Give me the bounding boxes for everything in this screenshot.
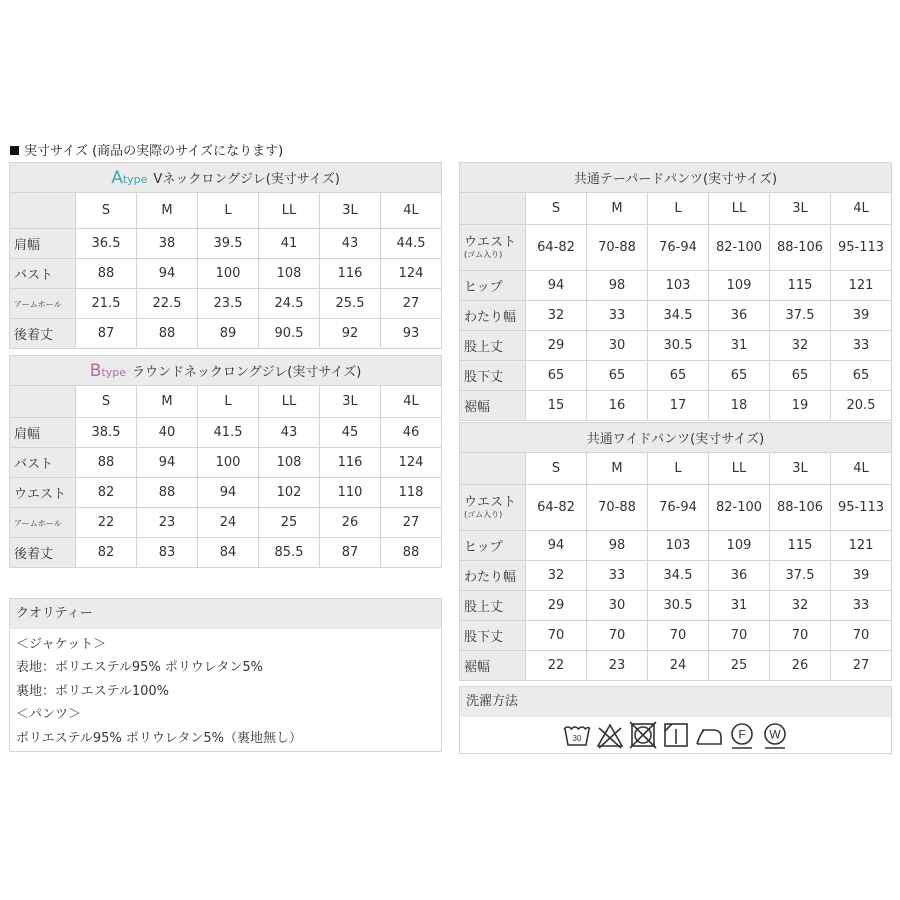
tableC-size-table — [459, 162, 892, 421]
section-heading — [10, 140, 283, 159]
quality-line: 表地：ポリエステル95% ポリウレタン5% — [16, 660, 263, 676]
table-row — [460, 301, 892, 331]
value-cell: 23 — [137, 508, 198, 538]
row-label: ヒップ — [460, 271, 526, 301]
row-label: わたり幅 — [460, 561, 526, 591]
value-cell: 25 — [709, 651, 770, 681]
row-label: わたり幅 — [460, 301, 526, 331]
row-label: 股下丈 — [460, 361, 526, 391]
row-label: 股上丈 — [460, 591, 526, 621]
value-cell: 65 — [770, 361, 831, 391]
value-cell: 82 — [76, 478, 137, 508]
value-cell: 84 — [198, 538, 259, 568]
tableA-title-text: Vネックロングジレ(実寸サイズ) — [153, 171, 340, 187]
value-cell: 38.5 — [76, 418, 137, 448]
value-cell: 100 — [198, 448, 259, 478]
value-cell: 65 — [648, 361, 709, 391]
svg-text:F: F — [737, 727, 746, 742]
value-cell: 87 — [76, 319, 137, 349]
care-title: 洗濯方法 — [460, 687, 891, 717]
row-label: ヒップ — [460, 531, 526, 561]
value-cell: 22 — [526, 651, 587, 681]
size-header: M — [587, 193, 648, 225]
value-cell: 30 — [587, 331, 648, 361]
size-header: 3L — [320, 386, 381, 418]
table-row — [10, 508, 442, 538]
value-cell: 33 — [587, 301, 648, 331]
row-label: ウエスト (ゴム入り) — [460, 485, 526, 531]
tableB-title — [10, 356, 442, 386]
value-cell: 38 — [137, 229, 198, 259]
value-cell: 88-106 — [770, 485, 831, 531]
size-header: L — [198, 193, 259, 229]
tableC-title — [460, 163, 892, 193]
value-cell: 22 — [76, 508, 137, 538]
value-cell: 70 — [770, 621, 831, 651]
dry-clean-f-icon — [727, 720, 757, 750]
row-label: 股上丈 — [460, 331, 526, 361]
svg-text:W: W — [768, 727, 781, 742]
quality-body — [10, 629, 441, 754]
value-cell: 88-106 — [770, 225, 831, 271]
value-cell: 34.5 — [648, 301, 709, 331]
value-cell: 76-94 — [648, 225, 709, 271]
table-row — [460, 271, 892, 301]
value-cell: 88 — [137, 319, 198, 349]
value-cell: 39.5 — [198, 229, 259, 259]
value-cell: 108 — [259, 259, 320, 289]
table-row — [10, 289, 442, 319]
svg-text:30: 30 — [572, 734, 581, 743]
value-cell: 30.5 — [648, 591, 709, 621]
value-cell: 26 — [770, 651, 831, 681]
row-label: バスト — [10, 448, 76, 478]
value-cell: 27 — [381, 289, 442, 319]
size-header: M — [137, 193, 198, 229]
size-header: LL — [709, 193, 770, 225]
value-cell: 70 — [648, 621, 709, 651]
value-cell: 22.5 — [137, 289, 198, 319]
value-cell: 30 — [587, 591, 648, 621]
table-row — [460, 391, 892, 421]
value-cell: 36 — [709, 301, 770, 331]
wet-clean-w-icon — [760, 720, 790, 750]
value-cell: 109 — [709, 531, 770, 561]
square-bullet-icon — [10, 146, 19, 155]
value-cell: 83 — [137, 538, 198, 568]
row-label: アームホール — [10, 289, 76, 319]
row-label: 肩幅 — [10, 229, 76, 259]
value-cell: 37.5 — [770, 301, 831, 331]
value-cell: 85.5 — [259, 538, 320, 568]
value-cell: 98 — [587, 271, 648, 301]
size-header: 4L — [831, 453, 892, 485]
table-row — [460, 331, 892, 361]
value-cell: 32 — [526, 561, 587, 591]
value-cell: 41 — [259, 229, 320, 259]
value-cell: 24.5 — [259, 289, 320, 319]
corner-cell — [460, 193, 526, 225]
value-cell: 64-82 — [526, 225, 587, 271]
value-cell: 70-88 — [587, 485, 648, 531]
value-cell: 89 — [198, 319, 259, 349]
value-cell: 103 — [648, 271, 709, 301]
value-cell: 39 — [831, 301, 892, 331]
value-cell: 70-88 — [587, 225, 648, 271]
value-cell: 46 — [381, 418, 442, 448]
tableA-title — [10, 163, 442, 193]
value-cell: 108 — [259, 448, 320, 478]
quality-line: ＜パンツ＞ — [16, 707, 82, 723]
value-cell: 27 — [381, 508, 442, 538]
value-cell: 87 — [320, 538, 381, 568]
row-label: 裾幅 — [460, 391, 526, 421]
size-header: 4L — [381, 193, 442, 229]
value-cell: 27 — [831, 651, 892, 681]
tableB-type-label: type — [101, 365, 126, 379]
size-header: 4L — [381, 386, 442, 418]
size-header: L — [198, 386, 259, 418]
row-label: ウエスト — [10, 478, 76, 508]
value-cell: 116 — [320, 448, 381, 478]
corner-cell — [10, 386, 76, 418]
table-row — [460, 531, 892, 561]
table-row — [460, 225, 892, 271]
table-row — [10, 418, 442, 448]
value-cell: 88 — [76, 259, 137, 289]
line-dry-shade-icon — [661, 720, 691, 750]
value-cell: 94 — [526, 271, 587, 301]
table-row — [460, 561, 892, 591]
value-cell: 95-113 — [831, 485, 892, 531]
value-cell: 31 — [709, 331, 770, 361]
table-row — [460, 591, 892, 621]
value-cell: 92 — [320, 319, 381, 349]
size-header: L — [648, 193, 709, 225]
row-label: 後着丈 — [10, 319, 76, 349]
table-row — [10, 478, 442, 508]
value-cell: 45 — [320, 418, 381, 448]
value-cell: 32 — [526, 301, 587, 331]
value-cell: 124 — [381, 259, 442, 289]
quality-box — [9, 598, 442, 752]
value-cell: 93 — [381, 319, 442, 349]
table-row — [460, 485, 892, 531]
value-cell: 65 — [831, 361, 892, 391]
value-cell: 90.5 — [259, 319, 320, 349]
quality-line: 裏地：ポリエステル100% — [16, 683, 169, 699]
value-cell: 18 — [709, 391, 770, 421]
value-cell: 25 — [259, 508, 320, 538]
value-cell: 33 — [831, 331, 892, 361]
care-box — [459, 686, 892, 754]
value-cell: 20.5 — [831, 391, 892, 421]
size-header: 3L — [320, 193, 381, 229]
row-label: 裾幅 — [460, 651, 526, 681]
value-cell: 43 — [320, 229, 381, 259]
value-cell: 70 — [709, 621, 770, 651]
value-cell: 32 — [770, 331, 831, 361]
value-cell: 25.5 — [320, 289, 381, 319]
row-label: アームホール — [10, 508, 76, 538]
row-label: バスト — [10, 259, 76, 289]
value-cell: 94 — [137, 259, 198, 289]
value-cell: 65 — [709, 361, 770, 391]
tableD-title — [460, 423, 892, 453]
value-cell: 82-100 — [709, 485, 770, 531]
table-row — [10, 538, 442, 568]
value-cell: 36 — [709, 561, 770, 591]
table-row — [460, 621, 892, 651]
value-cell: 30.5 — [648, 331, 709, 361]
size-header: 4L — [831, 193, 892, 225]
value-cell: 21.5 — [76, 289, 137, 319]
size-header: M — [137, 386, 198, 418]
value-cell: 64-82 — [526, 485, 587, 531]
value-cell: 23.5 — [198, 289, 259, 319]
value-cell: 32 — [770, 591, 831, 621]
value-cell: 88 — [137, 478, 198, 508]
table-row — [460, 651, 892, 681]
no-bleach-icon — [595, 720, 625, 750]
size-header: LL — [259, 193, 320, 229]
care-icons — [460, 717, 891, 753]
no-tumble-dry-icon — [628, 720, 658, 750]
value-cell: 33 — [587, 561, 648, 591]
value-cell: 109 — [709, 271, 770, 301]
value-cell: 31 — [709, 591, 770, 621]
size-header: L — [648, 453, 709, 485]
value-cell: 23 — [587, 651, 648, 681]
value-cell: 76-94 — [648, 485, 709, 531]
value-cell: 121 — [831, 531, 892, 561]
row-label: ウエスト (ゴム入り) — [460, 225, 526, 271]
quality-line: ポリエステル95% ポリウレタン5%（裏地無し） — [16, 730, 302, 746]
value-cell: 17 — [648, 391, 709, 421]
value-cell: 88 — [76, 448, 137, 478]
tableC-title-text: 共通テーパードパンツ(実寸サイズ) — [573, 172, 778, 187]
value-cell: 70 — [587, 621, 648, 651]
value-cell: 94 — [137, 448, 198, 478]
value-cell: 44.5 — [381, 229, 442, 259]
value-cell: 95-113 — [831, 225, 892, 271]
iron-low-icon — [694, 720, 724, 750]
row-label: 肩幅 — [10, 418, 76, 448]
value-cell: 88 — [381, 538, 442, 568]
table-row — [460, 361, 892, 391]
size-header: S — [526, 453, 587, 485]
row-label: 後着丈 — [10, 538, 76, 568]
value-cell: 19 — [770, 391, 831, 421]
value-cell: 39 — [831, 561, 892, 591]
value-cell: 98 — [587, 531, 648, 561]
value-cell: 82-100 — [709, 225, 770, 271]
value-cell: 121 — [831, 271, 892, 301]
table-row — [10, 319, 442, 349]
value-cell: 65 — [587, 361, 648, 391]
tableB-type-letter: B — [89, 360, 102, 381]
row-label: 股下丈 — [460, 621, 526, 651]
value-cell: 82 — [76, 538, 137, 568]
size-header: 3L — [770, 193, 831, 225]
size-header: S — [76, 193, 137, 229]
value-cell: 94 — [198, 478, 259, 508]
value-cell: 29 — [526, 331, 587, 361]
size-header: LL — [709, 453, 770, 485]
size-header: S — [76, 386, 137, 418]
tableD-title-text: 共通ワイドパンツ(実寸サイズ) — [586, 432, 765, 447]
tableB-size-table — [9, 355, 442, 568]
table-row — [10, 259, 442, 289]
value-cell: 24 — [198, 508, 259, 538]
value-cell: 37.5 — [770, 561, 831, 591]
value-cell: 33 — [831, 591, 892, 621]
quality-line: ＜ジャケット＞ — [16, 637, 107, 652]
value-cell: 103 — [648, 531, 709, 561]
value-cell: 15 — [526, 391, 587, 421]
value-cell: 70 — [526, 621, 587, 651]
value-cell: 43 — [259, 418, 320, 448]
value-cell: 26 — [320, 508, 381, 538]
value-cell: 100 — [198, 259, 259, 289]
size-header: M — [587, 453, 648, 485]
value-cell: 65 — [526, 361, 587, 391]
size-header: S — [526, 193, 587, 225]
value-cell: 29 — [526, 591, 587, 621]
table-row — [10, 448, 442, 478]
value-cell: 118 — [381, 478, 442, 508]
tableA-type-label: type — [122, 172, 148, 186]
value-cell: 124 — [381, 448, 442, 478]
value-cell: 115 — [770, 531, 831, 561]
value-cell: 110 — [320, 478, 381, 508]
value-cell: 94 — [526, 531, 587, 561]
value-cell: 116 — [320, 259, 381, 289]
section-heading-text: 実寸サイズ (商品の実際のサイズになります) — [24, 144, 284, 159]
value-cell: 115 — [770, 271, 831, 301]
value-cell: 36.5 — [76, 229, 137, 259]
wash-30-icon — [562, 720, 592, 750]
tableB-title-text: ラウンドネックロングジレ(実寸サイズ) — [131, 364, 362, 380]
value-cell: 102 — [259, 478, 320, 508]
value-cell: 70 — [831, 621, 892, 651]
value-cell: 24 — [648, 651, 709, 681]
tableA-size-table — [9, 162, 442, 349]
table-row — [10, 229, 442, 259]
quality-title: クオリティー — [10, 599, 441, 629]
value-cell: 34.5 — [648, 561, 709, 591]
value-cell: 40 — [137, 418, 198, 448]
tableD-size-table — [459, 422, 892, 681]
corner-cell — [10, 193, 76, 229]
corner-cell — [460, 453, 526, 485]
size-header: 3L — [770, 453, 831, 485]
value-cell: 41.5 — [198, 418, 259, 448]
tableA-type-letter: A — [111, 167, 123, 188]
value-cell: 16 — [587, 391, 648, 421]
size-header: LL — [259, 386, 320, 418]
